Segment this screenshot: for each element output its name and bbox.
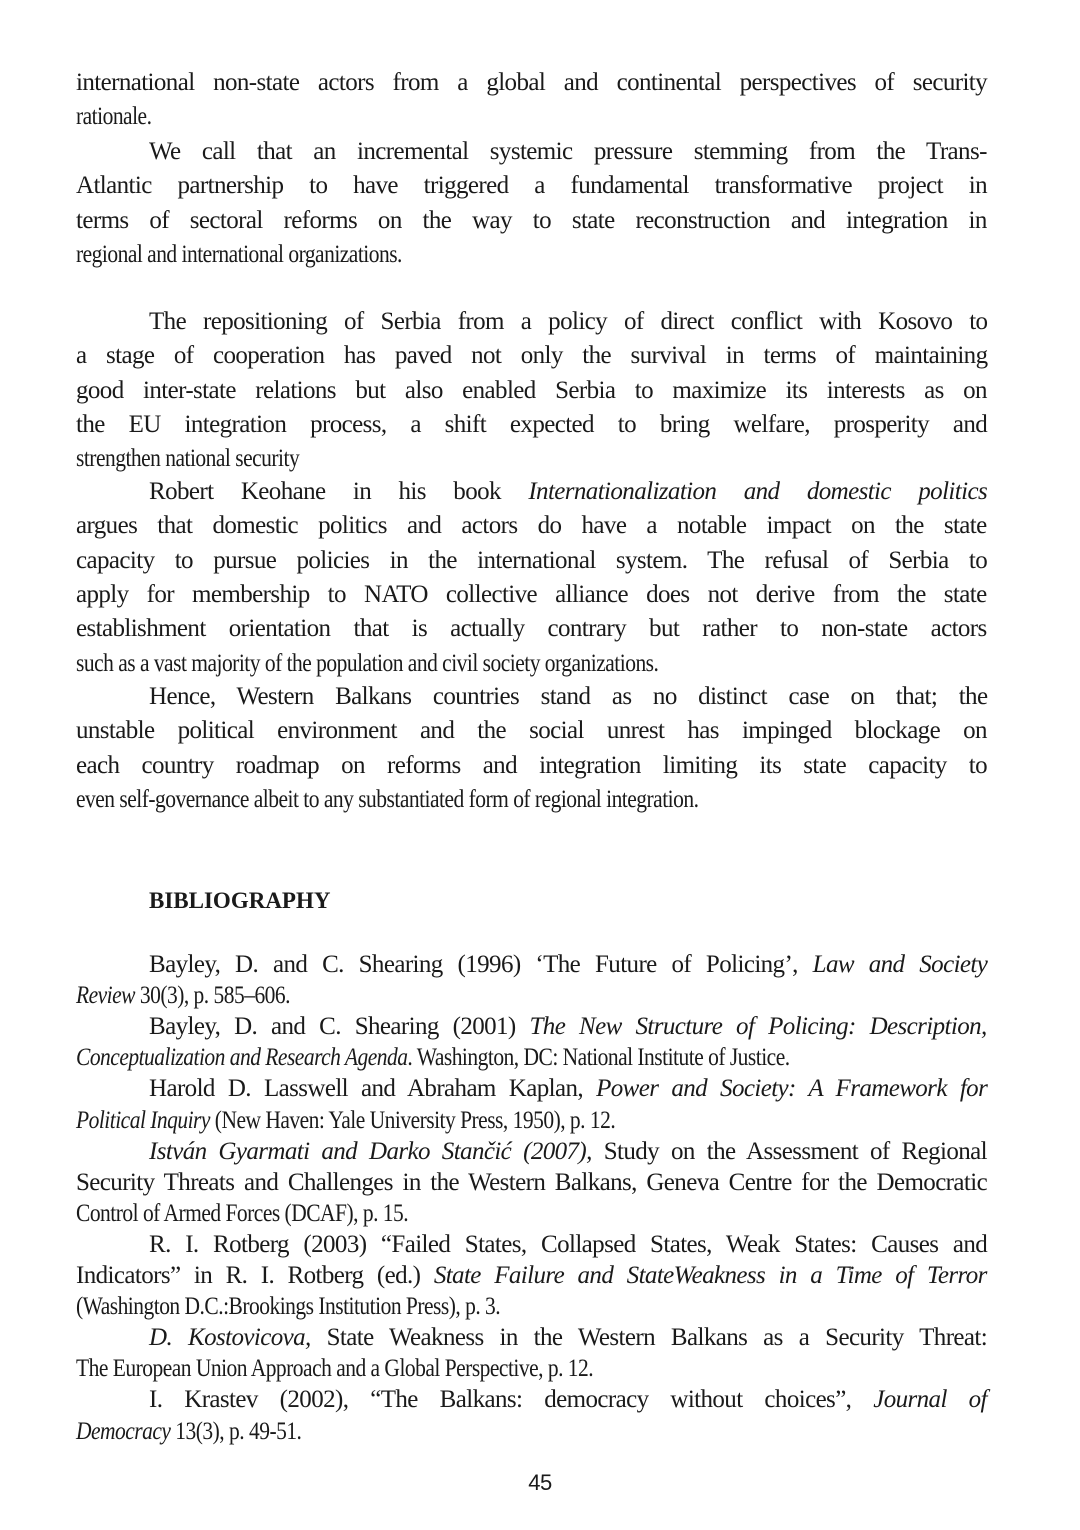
bibliography-entry-line <box>76 1197 987 1231</box>
paragraph-line <box>76 100 987 134</box>
text-run: unstable political environment and the social unrest has impinged blockage on <box>76 717 987 745</box>
text-run: The repositioning of Serbia from a policy of direct conflict with Kosovo to <box>149 308 988 335</box>
bibliography-entry-line <box>149 1010 987 1044</box>
italic-text: István Gyarmati and Darko Stančić (2007), <box>149 1137 592 1165</box>
bibliography-entry-line <box>149 1072 987 1106</box>
text-run: Bayley, D. and C. Shearing (1996) ‘The Future of Policing’, <box>149 951 813 978</box>
text-run: good inter-state relations but also enabled Serbia to maximize its interests as on <box>76 376 987 404</box>
text-run: Security Threats and Challenges in the Western Balkans, Geneva Centre for the Democratic <box>76 1168 988 1196</box>
bibliography-entry-line <box>149 1228 987 1262</box>
paragraph-line <box>76 509 987 543</box>
bibliography-entry-line <box>149 1383 987 1417</box>
paragraph-line <box>76 714 987 748</box>
bibliography-entry-line <box>76 1352 987 1386</box>
text-run: rationale. <box>76 103 152 131</box>
text-run: argues that domestic politics and actors do have a notable impact on the state <box>76 512 987 540</box>
text-run: I. Krastev (2002), “The Balkans: democracy without choices”, <box>149 1386 874 1414</box>
text-run: each country roadmap on reforms and integration limiting its state capacity to <box>76 751 988 779</box>
text-run: Atlantic partnership to have triggered a fundamental transformative project in <box>76 172 987 200</box>
paragraph-line <box>149 305 987 339</box>
bibliography-entry-line <box>76 1104 987 1138</box>
text-run: Study on the Assessment of Regional <box>591 1137 987 1165</box>
paragraph-line <box>76 339 987 373</box>
italic-text: Political Inquiry <box>76 1106 210 1134</box>
text-run: Indicators” in R. I. Rotberg (ed.) <box>76 1262 434 1289</box>
text-run: a stage of cooperation has paved not only the survival in terms of maintaining <box>76 342 988 370</box>
paragraph-line <box>76 647 987 681</box>
page-number: 45 <box>528 1470 552 1495</box>
paragraph-line <box>76 238 987 272</box>
text-run: R. I. Rotberg (2003) “Failed States, Collapsed States, Weak States: Causes and <box>149 1230 988 1258</box>
paragraph-line <box>76 169 987 203</box>
text-run: Bayley, D. and C. Shearing (2001) <box>149 1013 530 1041</box>
text-run: the EU integration process, a shift expected to bring welfare, prosperity and <box>76 410 988 438</box>
bibliography-entry-line <box>76 1259 987 1293</box>
text-run: 30(3), p. 585–606. <box>134 982 291 1010</box>
paragraph-line <box>76 783 987 817</box>
paragraph-line <box>149 680 987 714</box>
paragraph-line <box>76 442 987 476</box>
text-run: . Washington, DC: National Institute of Justice. <box>407 1044 790 1072</box>
text-run: We call that an incremental systemic pressure stemming from the Trans- <box>149 138 987 165</box>
italic-text: The New Structure of Policing: Description, <box>529 1013 987 1041</box>
italic-text: Conceptualization and Research Agenda <box>76 1044 408 1072</box>
text-run: such as a vast majority of the population and civil society organizations. <box>76 649 659 677</box>
bibliography-heading: BIBLIOGRAPHY <box>149 888 331 913</box>
text-run: 13(3), p. 49-51. <box>170 1417 302 1445</box>
bibliography-entry-line <box>76 1415 987 1449</box>
text-run: Harold D. Lasswell and Abraham Kaplan, <box>149 1075 597 1103</box>
bibliography-entry-line <box>76 1041 987 1075</box>
bibliography-entry-line <box>149 1321 987 1355</box>
text-run: Hence, Western Balkans countries stand as no distinct case on that; the <box>149 683 988 710</box>
italic-text: Journal of <box>873 1386 987 1414</box>
italic-text: State Failure and StateWeakness in a Time of Terror <box>433 1262 987 1289</box>
italic-text: Review <box>76 982 135 1010</box>
paragraph-line <box>76 374 987 408</box>
text-run: international non-state actors from a global and continental perspectives of security <box>76 69 988 96</box>
paragraph-line <box>76 578 987 612</box>
paragraph-line <box>76 544 987 578</box>
text-run: The European Union Approach and a Global Perspective, p. 12. <box>76 1355 594 1383</box>
paragraph-line <box>149 135 987 169</box>
text-run: (Washington D.C.:Brookings Institution Press), p. 3. <box>76 1293 501 1321</box>
paragraph-line <box>76 612 987 646</box>
italic-text: Power and Society: A Framework for <box>596 1075 988 1103</box>
text-run: State Weakness in the Western Balkans as a Security Threat: <box>310 1324 988 1352</box>
bibliography-entry-line <box>149 948 987 982</box>
text-run: regional and international organizations. <box>76 240 402 268</box>
italic-text: Democracy <box>76 1417 171 1445</box>
text-run: capacity to pursue policies in the international system. The refusal of Serbia to <box>76 546 988 574</box>
text-run: terms of sectoral reforms on the way to state reconstruction and integration in <box>76 206 987 234</box>
bibliography-entry-line <box>76 1290 987 1324</box>
paragraph-line <box>76 408 987 442</box>
paragraph-line <box>76 749 987 783</box>
text-run: (New Haven: Yale University Press, 1950), p. 12. <box>209 1106 616 1134</box>
paragraph-line <box>76 204 987 238</box>
paragraph-line <box>76 66 987 100</box>
italic-text: D. Kostovicova, <box>149 1324 311 1352</box>
text-run: Robert Keohane in his book <box>149 478 529 505</box>
text-run: Control of Armed Forces (DCAF), p. 15. <box>76 1199 409 1227</box>
text-run: apply for membership to NATO collective alliance does not derive from the state <box>76 580 987 608</box>
bibliography-entry-line <box>76 979 987 1013</box>
italic-text: Internationalization and domestic politics <box>528 478 988 505</box>
bibliography-entry-line <box>76 1166 987 1200</box>
text-run: strengthen national security <box>76 445 300 473</box>
paragraph-line <box>149 475 987 509</box>
text-run: even self-governance albeit to any substantiated form of regional integration. <box>76 785 699 813</box>
bibliography-entry-line <box>149 1135 987 1169</box>
text-run: establishment orientation that is actually contrary but rather to non-state actors <box>76 615 987 643</box>
italic-text: Law and Society <box>812 951 988 978</box>
